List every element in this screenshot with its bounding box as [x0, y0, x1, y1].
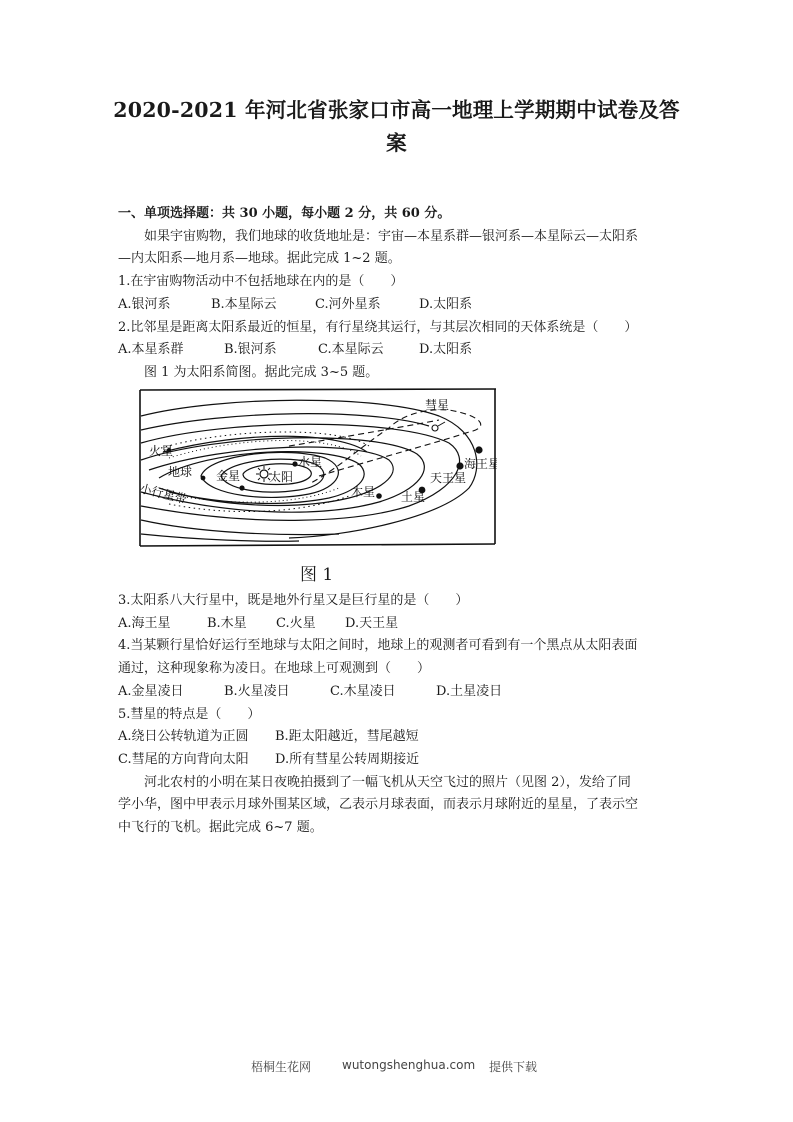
document-body-continued [118, 590, 678, 840]
figure-1-caption: 图 1 [300, 565, 334, 585]
title-line-2: 案 [386, 131, 407, 155]
label-uranus: 天王星 [430, 471, 467, 485]
option-a: A.金星凌日 [118, 683, 184, 699]
intro-paragraph-3-line-1: 河北农村的小明在某日夜晚拍摄到了一幅飞机从天空飞过的照片（见图 2），发给了同 [144, 774, 631, 790]
document-title [100, 94, 693, 160]
question-5-options-row-2 [118, 749, 678, 772]
option-c: C.河外星系 [315, 296, 381, 312]
option-d: D.天王星 [345, 615, 399, 631]
label-neptune: 海王星 [464, 457, 497, 471]
question-5-stem: 5.彗星的特点是（ ） [118, 706, 261, 722]
option-c: C.木星凌日 [330, 683, 396, 699]
option-d: D.太阳系 [419, 342, 473, 358]
label-mars: 火星 [149, 444, 174, 458]
label-venus: 金星 [216, 469, 241, 483]
option-c: C.本星际云 [318, 342, 384, 358]
option-b: B.银河系 [224, 342, 277, 358]
option-d: D.太阳系 [419, 296, 473, 312]
option-c: C.火星 [276, 615, 316, 631]
label-asteroid-belt: 小行星带 [139, 481, 189, 507]
label-jupiter: 木星 [351, 485, 376, 499]
question-1-options [118, 294, 678, 317]
option-a: A.海王星 [118, 615, 171, 631]
label-sun: 太阳 [269, 470, 294, 484]
option-d: D.所有彗星公转周期接近 [275, 751, 420, 767]
question-3-options [118, 613, 678, 636]
intro-paragraph-3-line-3: 中飞行的飞机。据此完成 6~7 题。 [118, 820, 323, 836]
question-2-options [118, 339, 678, 362]
question-4-stem-line-1: 4.当某颗行星恰好运行至地球与太阳之间时，地球上的观测者可看到有一个黑点从太阳表面 [118, 638, 638, 654]
label-comet: 彗星 [425, 398, 450, 412]
option-d: D.土星凌日 [436, 683, 503, 699]
question-4-stem-line-2: 通过，这种现象称为凌日。在地球上可观测到（ ） [118, 661, 431, 677]
intro-paragraph-1-line-2: —内太阳系—地月系—地球。据此完成 1~2 题。 [118, 251, 401, 267]
section-heading: 一、单项选择题：共 30 小题，每小题 2 分，共 60 分。 [118, 206, 451, 221]
intro-paragraph-2: 图 1 为太阳系简图。据此完成 3~5 题。 [144, 364, 379, 380]
label-earth: 地球 [168, 465, 193, 479]
question-4-options [118, 681, 678, 704]
option-b: B.火星凌日 [224, 683, 290, 699]
question-2-stem: 2.比邻星是距离太阳系最近的恒星，有行星绕其运行，与其层次相同的天体系统是（ ） [118, 319, 638, 335]
question-1-stem: 1.在宇宙购物活动中不包括地球在内的是（ ） [118, 274, 404, 290]
footer-note: 提供下载 [489, 1060, 538, 1074]
document-body [118, 203, 678, 385]
option-a: A.绕日公转轨道为正圆 [118, 729, 249, 745]
question-5-options-row-1 [118, 726, 678, 749]
label-saturn: 土星 [401, 490, 426, 504]
option-c: C.彗尾的方向背向太阳 [118, 751, 249, 767]
option-a: A.银河系 [118, 296, 171, 312]
option-b: B.木星 [207, 615, 247, 631]
option-a: A.本星系群 [118, 342, 184, 358]
label-mercury: 水星 [298, 455, 323, 469]
intro-paragraph-3-line-2: 学小华，图中甲表示月球外围某区域，乙表示月球表面，而表示月球附近的星星，了表示空 [118, 797, 639, 813]
footer-url[interactable]: wutongshenghua.com [342, 1058, 476, 1072]
solar-system-diagram [139, 388, 497, 548]
footer-site-name: 梧桐生花网 [251, 1060, 312, 1074]
option-b: B.距太阳越近，彗尾越短 [275, 729, 419, 745]
question-3-stem: 3.太阳系八大行星中，既是地外行星又是巨行星的是（ ） [118, 593, 469, 608]
option-b: B.本星际云 [211, 296, 277, 312]
title-line-1: 2020-2021 年河北省张家口市高一地理上学期期中试卷及答 [113, 98, 680, 122]
intro-paragraph-1-line-1: 如果宇宙购物，我们地球的收货地址是：宇宙—本星系群—银河系—本星际云—太阳系 [144, 228, 639, 244]
